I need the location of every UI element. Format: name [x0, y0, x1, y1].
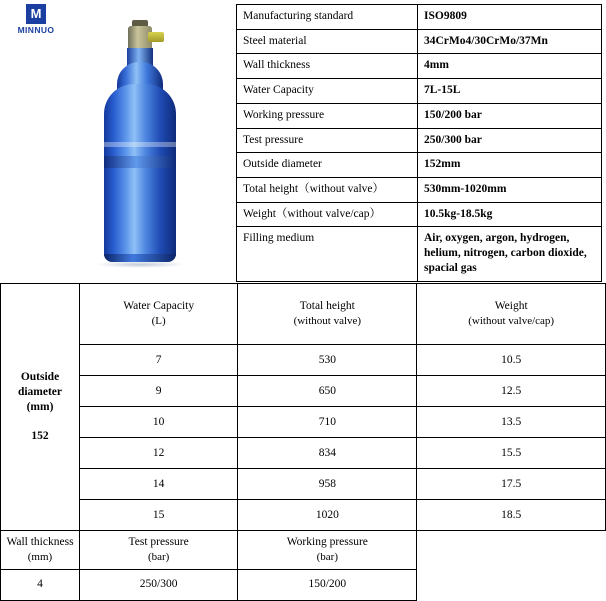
spec-value: 10.5kg-18.5kg	[418, 202, 602, 227]
top-section	[0, 0, 606, 283]
outside-diameter-cell	[1, 284, 80, 531]
spec-value: 250/300 bar	[418, 128, 602, 153]
footer-header-test-pressure	[80, 531, 238, 570]
cell-weight: 17.5	[417, 469, 606, 500]
header-line2: (without valve/cap)	[468, 315, 555, 327]
table-header-row	[1, 284, 606, 345]
cell-weight: 12.5	[417, 376, 606, 407]
cylinder-body	[104, 84, 176, 260]
spec-value: 4mm	[418, 54, 602, 79]
header-line2: (mm)	[27, 550, 53, 563]
table-row	[237, 5, 602, 30]
brand-logo	[8, 4, 64, 38]
logo-mark-icon: M	[26, 4, 46, 24]
cell-wall-thickness: 4	[1, 569, 80, 600]
outside-diameter-value: 152	[31, 429, 49, 442]
header-line1: Water Capacity	[123, 300, 195, 313]
cell-weight: 15.5	[417, 438, 606, 469]
table-row	[237, 153, 602, 178]
table-row	[237, 202, 602, 227]
cylinder-ring	[104, 142, 176, 147]
header-line1: Wall thickness	[6, 536, 74, 548]
spec-key: Weight（without valve/cap）	[237, 202, 418, 227]
header-line2: (bar)	[147, 550, 170, 563]
cylinder-label-band	[104, 156, 176, 168]
specification-table	[236, 4, 602, 282]
cell-capacity: 7	[80, 345, 238, 376]
spec-value: 530mm-1020mm	[418, 178, 602, 203]
cell-weight: 18.5	[417, 500, 606, 531]
spec-value: ISO9809	[418, 5, 602, 30]
spec-key: Steel material	[237, 29, 418, 54]
spec-value: 34CrMo4/30CrMo/37Mn	[418, 29, 602, 54]
logo-text: MINNUO	[17, 25, 55, 35]
header-line1: Weight	[494, 300, 528, 313]
outside-diameter-label-line1: Outside	[20, 371, 60, 384]
cell-test-pressure: 250/300	[80, 569, 238, 600]
table-row	[237, 29, 602, 54]
column-header-height	[238, 284, 417, 345]
spec-key: Wall thickness	[237, 54, 418, 79]
spec-value: 152mm	[418, 153, 602, 178]
spec-key: Outside diameter	[237, 153, 418, 178]
header-line2: (without valve)	[293, 315, 362, 327]
cell-working-pressure: 150/200	[238, 569, 417, 600]
footer-header-working-pressure	[238, 531, 417, 570]
spec-key: Water Capacity	[237, 79, 418, 104]
cylinder-valve-knob	[148, 32, 164, 42]
cell-height: 650	[238, 376, 417, 407]
table-row	[237, 227, 602, 281]
footer-header-wall-thickness	[1, 531, 80, 570]
table-row	[237, 54, 602, 79]
cell-weight: 13.5	[417, 407, 606, 438]
cell-capacity: 14	[80, 469, 238, 500]
table-row	[1, 407, 606, 438]
cell-capacity: 12	[80, 438, 238, 469]
header-line1: Total height	[299, 300, 355, 313]
column-header-capacity	[80, 284, 238, 345]
cell-weight: 10.5	[417, 345, 606, 376]
spec-key: Test pressure	[237, 128, 418, 153]
spec-key: Working pressure	[237, 103, 418, 128]
header-line1: Working pressure	[286, 536, 368, 548]
table-footer-row	[1, 569, 606, 600]
header-line1: Test pressure	[128, 536, 189, 548]
gas-cylinder-image	[70, 18, 230, 268]
cylinder-shadow	[94, 261, 186, 268]
table-row	[1, 438, 606, 469]
cell-capacity: 15	[80, 500, 238, 531]
spec-key: Filling medium	[237, 227, 418, 281]
cell-height: 834	[238, 438, 417, 469]
table-row	[1, 345, 606, 376]
table-footer-header-row	[1, 531, 606, 570]
dimension-table	[0, 283, 606, 601]
cell-height: 530	[238, 345, 417, 376]
cell-height: 710	[238, 407, 417, 438]
table-row	[237, 103, 602, 128]
table-row	[237, 178, 602, 203]
spec-value: Air, oxygen, argon, hydrogen, helium, nitrogen, carbon dioxide, spacial gas	[418, 227, 602, 281]
outside-diameter-label-line3: (mm)	[26, 401, 54, 413]
spec-value: 7L-15L	[418, 79, 602, 104]
table-row	[237, 128, 602, 153]
table-row	[1, 376, 606, 407]
outside-diameter-label-line2: diameter	[17, 386, 63, 399]
table-row	[1, 469, 606, 500]
spec-key: Total height（without valve）	[237, 178, 418, 203]
cell-capacity: 9	[80, 376, 238, 407]
spec-value: 150/200 bar	[418, 103, 602, 128]
spec-key: Manufacturing standard	[237, 5, 418, 30]
header-line2: (L)	[151, 315, 166, 327]
table-row	[237, 79, 602, 104]
cell-capacity: 10	[80, 407, 238, 438]
cell-height: 1020	[238, 500, 417, 531]
table-row	[1, 500, 606, 531]
header-line2: (bar)	[316, 550, 339, 563]
column-header-weight	[417, 284, 606, 345]
cell-height: 958	[238, 469, 417, 500]
